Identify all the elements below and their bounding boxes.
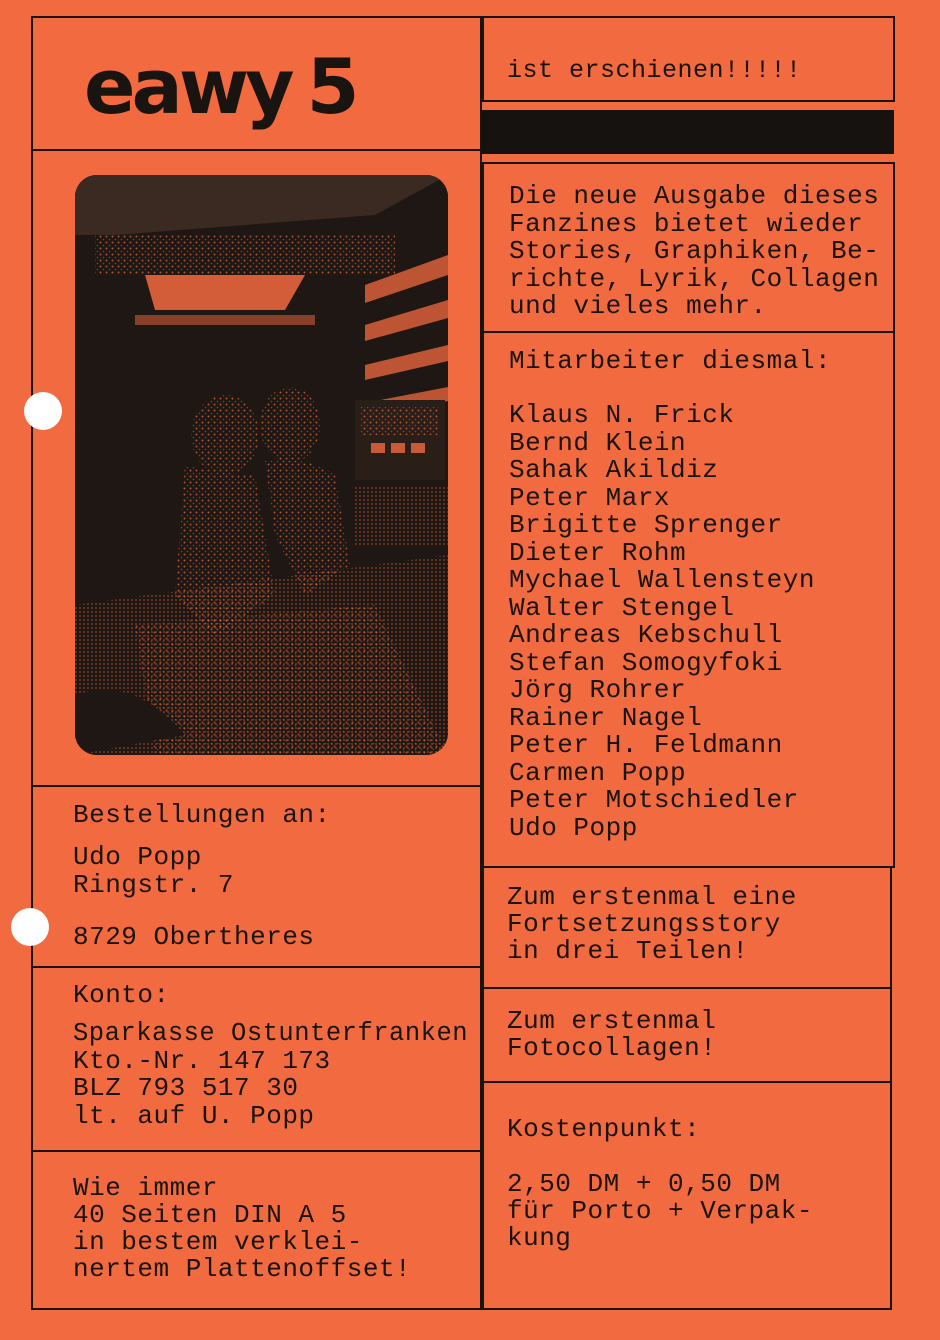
contributor-name: Peter Motschiedler <box>509 785 799 815</box>
account-heading: Konto: <box>73 980 170 1010</box>
description-line-3: Stories, Graphiken, Be- <box>509 236 880 266</box>
format-line: 40 Seiten DIN A 5 <box>73 1200 347 1230</box>
contributor-name: Sahak Akildiz <box>509 455 719 485</box>
serial-line: in drei Teilen! <box>507 936 749 966</box>
description-line-4: richte, Lyrik, Collagen <box>509 263 880 294</box>
orders-city: 8729 Obertheres <box>73 922 315 952</box>
contributor-name: Andreas Kebschull <box>509 620 783 650</box>
description-line-1: Die neue Ausgabe dieses <box>509 181 880 211</box>
contributor-name: Jörg Rohrer <box>509 675 687 705</box>
contributor-name: Peter Marx <box>509 482 671 513</box>
price-heading: Kostenpunkt: <box>507 1114 701 1144</box>
contributor-name: Mychael Wallensteyn <box>509 565 815 595</box>
punch-hole-top <box>24 392 62 430</box>
format-line: Wie immer <box>73 1173 218 1203</box>
orders-heading: Bestellungen an: <box>73 800 331 830</box>
corridor-photo <box>75 175 448 755</box>
black-bar <box>482 110 894 154</box>
account-line: lt. auf U. Popp <box>73 1100 315 1131</box>
price-line: kung <box>507 1223 572 1253</box>
announcement-text: ist erschienen!!!!! <box>507 56 802 85</box>
description-line-5: und vieles mehr. <box>509 291 767 321</box>
punch-hole-bottom <box>11 908 49 946</box>
title-word: eawy <box>84 42 291 131</box>
collage-line: Zum erstenmal <box>507 1006 717 1036</box>
price-line: für Porto + Verpak- <box>507 1196 813 1226</box>
magazine-title <box>84 42 359 132</box>
orders-name: Udo Popp <box>73 842 202 872</box>
contributor-name: Carmen Popp <box>509 757 687 788</box>
contributor-name: Stefan Somogyfoki <box>509 647 783 678</box>
format-line: nertem Plattenoffset! <box>73 1254 412 1284</box>
format-line: in bestem verklei- <box>73 1227 363 1257</box>
contributor-name: Udo Popp <box>509 812 638 843</box>
contributor-name: Klaus N. Frick <box>509 400 735 430</box>
account-line: BLZ 793 517 30 <box>73 1073 299 1103</box>
contributor-name: Bernd Klein <box>509 427 687 458</box>
serial-line: Fortsetzungsstory <box>507 909 781 939</box>
contributor-name: Walter Stengel <box>509 592 735 623</box>
price-line: 2,50 DM + 0,50 DM <box>507 1169 781 1199</box>
collage-line: Fotocollagen! <box>507 1033 717 1063</box>
contributor-name: Dieter Rohm <box>509 537 687 568</box>
account-line: Kto.-Nr. 147 173 <box>73 1045 331 1076</box>
contributors-heading: Mitarbeiter diesmal: <box>509 346 832 376</box>
account-line: Sparkasse Ostunterfranken <box>73 1019 469 1048</box>
title-number: 5 <box>306 42 360 131</box>
contributor-name: Peter H. Feldmann <box>509 730 783 760</box>
contributor-name: Brigitte Sprenger <box>509 510 783 540</box>
orders-street: Ringstr. 7 <box>73 869 235 900</box>
serial-line: Zum erstenmal eine <box>507 882 797 912</box>
contributor-name: Rainer Nagel <box>509 702 703 733</box>
description-line-2: Fanzines bietet wieder <box>509 208 864 239</box>
